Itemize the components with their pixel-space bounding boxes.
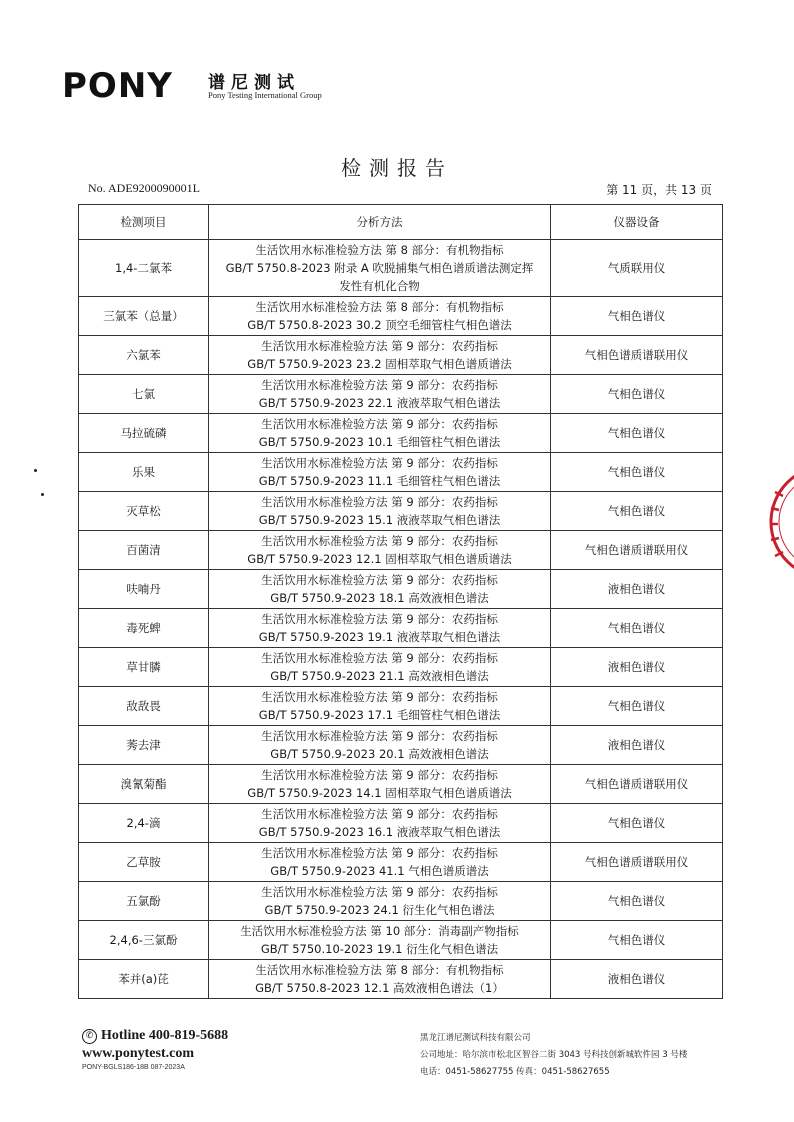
method-line: GB/T 5750.9-2023 21.1 高效液相色谱法: [270, 669, 489, 683]
website: www.ponytest.com: [82, 1046, 194, 1061]
table-row: [79, 804, 723, 843]
cell-instrument: 气相色谱质谱联用仪: [551, 843, 723, 882]
cell-method: [209, 882, 551, 921]
cell-method: [209, 414, 551, 453]
hotline: [82, 1028, 228, 1044]
cell-method: [209, 804, 551, 843]
table-row: [79, 843, 723, 882]
logo-chinese-name: 谱尼测试: [208, 73, 300, 93]
method-table: [78, 204, 723, 999]
cell-item: 莠去津: [79, 726, 209, 765]
method-line: 生活饮用水标准检验方法 第 9 部分：农药指标: [261, 768, 498, 782]
table-row: [79, 726, 723, 765]
table-row: [79, 570, 723, 609]
cell-item: 2,4-滴: [79, 804, 209, 843]
logo-wordmark: PONY: [62, 66, 173, 106]
method-line: 生活饮用水标准检验方法 第 8 部分：有机物指标: [255, 300, 504, 314]
cell-method: [209, 726, 551, 765]
method-line: GB/T 5750.9-2023 15.1 液液萃取气相色谱法: [258, 513, 501, 527]
page-title: 检测报告: [341, 156, 453, 180]
hotline-text: Hotline 400-819-5688: [101, 1028, 229, 1043]
company-name: 黑龙江谱尼测试科技有限公司: [420, 1033, 531, 1043]
cell-instrument: 气相色谱仪: [551, 375, 723, 414]
cell-instrument: 气相色谱仪: [551, 414, 723, 453]
method-line: 生活饮用水标准检验方法 第 9 部分：农药指标: [261, 690, 498, 704]
header-method: 分析方法: [209, 205, 551, 240]
method-line: GB/T 5750.8-2023 12.1 高效液相色谱法（1）: [255, 981, 504, 995]
cell-item: 毒死蜱: [79, 609, 209, 648]
method-line: GB/T 5750.9-2023 12.1 固相萃取气相色谱质谱法: [247, 552, 512, 566]
method-line: 生活饮用水标准检验方法 第 9 部分：农药指标: [261, 534, 498, 548]
header-instrument: 仪器设备: [551, 205, 723, 240]
method-line: 生活饮用水标准检验方法 第 9 部分：农药指标: [261, 417, 498, 431]
cell-item: 1,4-二氯苯: [79, 240, 209, 297]
method-line: 生活饮用水标准检验方法 第 9 部分：农药指标: [261, 456, 498, 470]
cell-instrument: 气相色谱仪: [551, 921, 723, 960]
cell-method: [209, 531, 551, 570]
method-line: 生活饮用水标准检验方法 第 8 部分：有机物指标: [255, 963, 504, 977]
method-line: 发性有机化合物: [339, 279, 420, 293]
cell-method: [209, 687, 551, 726]
method-line: 生活饮用水标准检验方法 第 9 部分：农药指标: [261, 339, 498, 353]
method-line: 生活饮用水标准检验方法 第 8 部分：有机物指标: [255, 243, 504, 257]
method-line: 生活饮用水标准检验方法 第 9 部分：农药指标: [261, 573, 498, 587]
cell-item: 三氯苯（总量）: [79, 297, 209, 336]
cell-item: 苯并(a)芘: [79, 960, 209, 999]
cell-instrument: 气相色谱仪: [551, 687, 723, 726]
cell-method: [209, 453, 551, 492]
method-line: GB/T 5750.9-2023 11.1 毛细管柱气相色谱法: [258, 474, 501, 488]
cell-item: 乙草胺: [79, 843, 209, 882]
method-line: GB/T 5750.9-2023 22.1 液液萃取气相色谱法: [258, 396, 501, 410]
cell-item: 马拉硫磷: [79, 414, 209, 453]
cell-item: 六氯苯: [79, 336, 209, 375]
header-item: 检测项目: [79, 205, 209, 240]
logo-english-name: Pony Testing International Group: [208, 90, 322, 100]
table-row: [79, 240, 723, 297]
table-row: [79, 648, 723, 687]
table-row: [79, 609, 723, 648]
method-line: GB/T 5750.8-2023 30.2 顶空毛细管柱气相色谱法: [247, 318, 512, 332]
cell-instrument: 气质联用仪: [551, 240, 723, 297]
cell-instrument: 气相色谱仪: [551, 882, 723, 921]
company-address: 公司地址：哈尔滨市松北区智谷二街 3043 号科技创新城软件园 3 号楼: [420, 1050, 688, 1060]
method-line: GB/T 5750.9-2023 20.1 高效液相色谱法: [270, 747, 489, 761]
method-line: GB/T 5750.9-2023 10.1 毛细管柱气相色谱法: [258, 435, 501, 449]
method-line: GB/T 5750.9-2023 16.1 液液萃取气相色谱法: [258, 825, 501, 839]
table-row: [79, 297, 723, 336]
method-line: GB/T 5750.8-2023 附录 A 吹脱捕集气相色谱质谱法测定挥: [225, 261, 534, 275]
report-number: No. ADE9200090001L: [88, 181, 200, 195]
cell-instrument: 液相色谱仪: [551, 570, 723, 609]
phone-icon: ✆: [82, 1029, 97, 1044]
method-line: GB/T 5750.9-2023 17.1 毛细管柱气相色谱法: [258, 708, 501, 722]
form-code: PONY-BGLS186-18B 087-2023A: [82, 1064, 185, 1071]
cell-item: 呋喃丹: [79, 570, 209, 609]
cell-instrument: 气相色谱仪: [551, 609, 723, 648]
method-line: 生活饮用水标准检验方法 第 9 部分：农药指标: [261, 612, 498, 626]
cell-method: [209, 297, 551, 336]
cell-method: [209, 336, 551, 375]
margin-dot: [41, 493, 44, 496]
table-row: [79, 921, 723, 960]
company-logo: [62, 66, 362, 106]
cell-instrument: 液相色谱仪: [551, 960, 723, 999]
method-line: 生活饮用水标准检验方法 第 9 部分：农药指标: [261, 846, 498, 860]
cell-method: [209, 609, 551, 648]
margin-dot: [34, 469, 37, 472]
cell-item: 2,4,6-三氯酚: [79, 921, 209, 960]
cell-instrument: 气相色谱仪: [551, 804, 723, 843]
cell-instrument: 气相色谱质谱联用仪: [551, 765, 723, 804]
cell-method: [209, 921, 551, 960]
company-phone-fax: 电话：0451-58627755 传真：0451-58627655: [420, 1067, 610, 1077]
table-row: [79, 687, 723, 726]
cell-item: 五氯酚: [79, 882, 209, 921]
cell-item: 草甘膦: [79, 648, 209, 687]
cell-item: 七氯: [79, 375, 209, 414]
cell-method: [209, 375, 551, 414]
method-line: GB/T 5750.9-2023 19.1 液液萃取气相色谱法: [258, 630, 501, 644]
cell-method: [209, 648, 551, 687]
cell-item: 百菌清: [79, 531, 209, 570]
table-row: [79, 531, 723, 570]
cell-method: [209, 492, 551, 531]
cell-instrument: 液相色谱仪: [551, 726, 723, 765]
cell-instrument: 气相色谱质谱联用仪: [551, 336, 723, 375]
table-row: [79, 882, 723, 921]
table-row: [79, 492, 723, 531]
method-line: 生活饮用水标准检验方法 第 9 部分：农药指标: [261, 807, 498, 821]
method-line: GB/T 5750.9-2023 14.1 固相萃取气相色谱质谱法: [247, 786, 512, 800]
method-line: GB/T 5750.10-2023 19.1 衍生化气相色谱法: [260, 942, 499, 956]
method-line: 生活饮用水标准检验方法 第 10 部分：消毒副产物指标: [240, 924, 519, 938]
cell-instrument: 气相色谱仪: [551, 297, 723, 336]
method-line: 生活饮用水标准检验方法 第 9 部分：农药指标: [261, 729, 498, 743]
method-line: 生活饮用水标准检验方法 第 9 部分：农药指标: [261, 495, 498, 509]
cell-item: 乐果: [79, 453, 209, 492]
table-row: [79, 960, 723, 999]
cell-instrument: 液相色谱仪: [551, 648, 723, 687]
cell-method: [209, 843, 551, 882]
cell-instrument: 气相色谱质谱联用仪: [551, 531, 723, 570]
cell-instrument: 气相色谱仪: [551, 453, 723, 492]
footer-company-info: [420, 1030, 687, 1081]
method-line: 生活饮用水标准检验方法 第 9 部分：农药指标: [261, 885, 498, 899]
cell-item: 溴氰菊酯: [79, 765, 209, 804]
cell-method: [209, 765, 551, 804]
method-line: 生活饮用水标准检验方法 第 9 部分：农药指标: [261, 378, 498, 392]
cell-instrument: 气相色谱仪: [551, 492, 723, 531]
method-line: 生活饮用水标准检验方法 第 9 部分：农药指标: [261, 651, 498, 665]
table-header-row: [79, 205, 723, 240]
footer-contact: [82, 1028, 228, 1071]
method-line: GB/T 5750.9-2023 41.1 气相色谱质谱法: [270, 864, 489, 878]
method-line: GB/T 5750.9-2023 24.1 衍生化气相色谱法: [264, 903, 495, 917]
cell-method: [209, 570, 551, 609]
seal-stamp-fragment: [757, 462, 794, 582]
method-line: GB/T 5750.9-2023 23.2 固相萃取气相色谱质谱法: [247, 357, 512, 371]
cell-method: [209, 240, 551, 297]
table-row: [79, 375, 723, 414]
cell-item: 灭草松: [79, 492, 209, 531]
method-line: GB/T 5750.9-2023 18.1 高效液相色谱法: [270, 591, 489, 605]
table-row: [79, 414, 723, 453]
table-row: [79, 453, 723, 492]
cell-method: [209, 960, 551, 999]
table-row: [79, 336, 723, 375]
cell-item: 敌敌畏: [79, 687, 209, 726]
table-row: [79, 765, 723, 804]
page-number: 第 11 页，共 13 页: [606, 183, 712, 197]
